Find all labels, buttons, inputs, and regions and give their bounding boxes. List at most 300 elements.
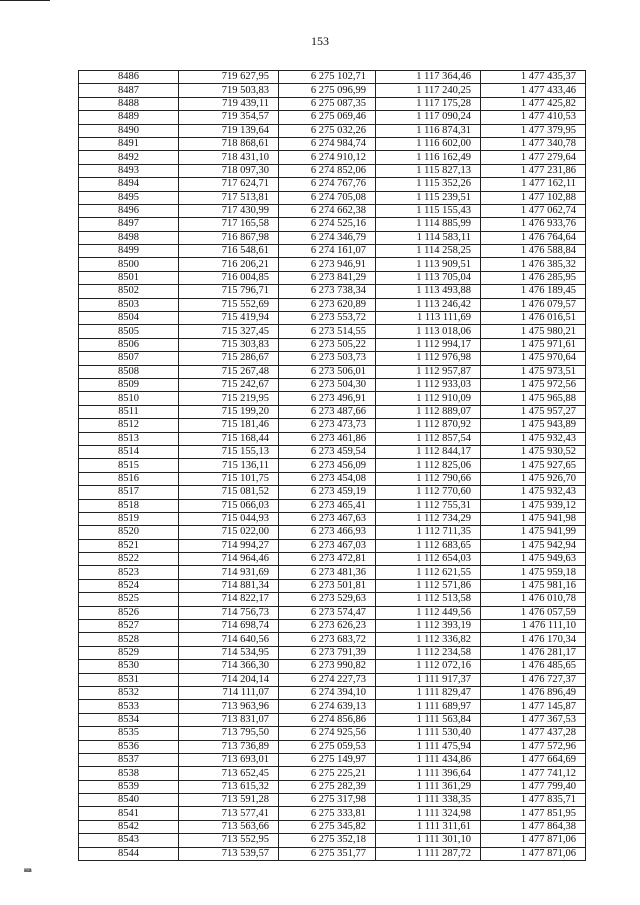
x-coordinate-cell: 713 577,41 [179,807,279,820]
x2-coordinate-cell: 1 111 917,37 [376,673,481,686]
x-coordinate-cell: 713 591,28 [179,794,279,807]
x2-coordinate-cell: 1 112 734,29 [376,512,481,525]
x-coordinate-cell: 716 548,61 [179,245,279,258]
point-number-cell: 8544 [79,847,179,860]
x-coordinate-cell: 719 627,95 [179,71,279,84]
point-number-cell: 8538 [79,767,179,780]
table-row [79,633,586,646]
table-row [79,579,586,592]
x-coordinate-cell: 714 640,56 [179,633,279,646]
x2-coordinate-cell: 1 111 829,47 [376,686,481,699]
table-row [79,459,586,472]
table-row [79,204,586,217]
table-row [79,218,586,231]
x-coordinate-cell: 714 111,07 [179,686,279,699]
y2-coordinate-cell: 1 476 588,84 [481,245,586,258]
x-coordinate-cell: 716 004,85 [179,271,279,284]
x-coordinate-cell: 714 204,14 [179,673,279,686]
x-coordinate-cell: 715 181,46 [179,419,279,432]
table-row [79,499,586,512]
point-number-cell: 8498 [79,231,179,244]
x2-coordinate-cell: 1 111 689,97 [376,700,481,713]
x-coordinate-cell: 718 868,61 [179,137,279,150]
x2-coordinate-cell: 1 111 361,29 [376,780,481,793]
x2-coordinate-cell: 1 112 336,82 [376,633,481,646]
y2-coordinate-cell: 1 477 162,11 [481,178,586,191]
x2-coordinate-cell: 1 114 583,11 [376,231,481,244]
y-coordinate-cell: 6 275 317,98 [279,794,376,807]
table-row [79,686,586,699]
point-number-cell: 8520 [79,526,179,539]
x2-coordinate-cell: 1 112 994,17 [376,338,481,351]
table-row [79,486,586,499]
table-row [79,137,586,150]
x2-coordinate-cell: 1 111 287,72 [376,847,481,860]
y-coordinate-cell: 6 275 032,26 [279,124,376,137]
table-row [79,338,586,351]
x-coordinate-cell: 713 693,01 [179,753,279,766]
y-coordinate-cell: 6 274 662,38 [279,204,376,217]
x-coordinate-cell: 716 206,21 [179,258,279,271]
y-coordinate-cell: 6 274 910,12 [279,151,376,164]
x2-coordinate-cell: 1 117 090,24 [376,111,481,124]
x2-coordinate-cell: 1 112 683,65 [376,539,481,552]
table-row [79,298,586,311]
y-coordinate-cell: 6 275 333,81 [279,807,376,820]
x-coordinate-cell: 715 136,11 [179,459,279,472]
table-row [79,834,586,847]
point-number-cell: 8524 [79,579,179,592]
y-coordinate-cell: 6 274 346,79 [279,231,376,244]
table-row [79,231,586,244]
x2-coordinate-cell: 1 112 770,60 [376,486,481,499]
y-coordinate-cell: 6 273 465,41 [279,499,376,512]
y2-coordinate-cell: 1 476 727,37 [481,673,586,686]
table-row [79,432,586,445]
y2-coordinate-cell: 1 477 664,69 [481,753,586,766]
point-number-cell: 8500 [79,258,179,271]
table-row [79,111,586,124]
y2-coordinate-cell: 1 475 981,16 [481,579,586,592]
y2-coordinate-cell: 1 476 385,32 [481,258,586,271]
x-coordinate-cell: 714 994,27 [179,539,279,552]
x2-coordinate-cell: 1 113 705,04 [376,271,481,284]
point-number-cell: 8501 [79,271,179,284]
x-coordinate-cell: 715 242,67 [179,378,279,391]
x2-coordinate-cell: 1 115 827,13 [376,164,481,177]
point-number-cell: 8533 [79,700,179,713]
y-coordinate-cell: 6 275 225,21 [279,767,376,780]
x-coordinate-cell: 715 796,71 [179,285,279,298]
x2-coordinate-cell: 1 112 857,54 [376,432,481,445]
y-coordinate-cell: 6 273 496,91 [279,392,376,405]
table-row [79,271,586,284]
x-coordinate-cell: 713 736,89 [179,740,279,753]
y2-coordinate-cell: 1 475 970,64 [481,352,586,365]
point-number-cell: 8530 [79,660,179,673]
x-coordinate-cell: 715 101,75 [179,472,279,485]
x-coordinate-cell: 714 366,30 [179,660,279,673]
y-coordinate-cell: 6 273 487,66 [279,405,376,418]
table-row [79,740,586,753]
table-row [79,378,586,391]
y2-coordinate-cell: 1 475 941,98 [481,512,586,525]
point-number-cell: 8493 [79,164,179,177]
x-coordinate-cell: 714 964,46 [179,553,279,566]
x-coordinate-cell: 713 652,45 [179,767,279,780]
y-coordinate-cell: 6 273 738,34 [279,285,376,298]
x-coordinate-cell: 715 419,94 [179,312,279,325]
y2-coordinate-cell: 1 476 170,34 [481,633,586,646]
y2-coordinate-cell: 1 475 957,27 [481,405,586,418]
x2-coordinate-cell: 1 112 790,66 [376,472,481,485]
point-number-cell: 8505 [79,325,179,338]
table-row [79,164,586,177]
y-coordinate-cell: 6 273 459,54 [279,445,376,458]
x-coordinate-cell: 713 831,07 [179,713,279,726]
y-coordinate-cell: 6 274 852,06 [279,164,376,177]
y-coordinate-cell: 6 275 345,82 [279,820,376,833]
x2-coordinate-cell: 1 115 155,43 [376,204,481,217]
x2-coordinate-cell: 1 111 475,94 [376,740,481,753]
y2-coordinate-cell: 1 475 926,70 [481,472,586,485]
x2-coordinate-cell: 1 112 889,07 [376,405,481,418]
x2-coordinate-cell: 1 112 976,98 [376,352,481,365]
point-number-cell: 8541 [79,807,179,820]
y2-coordinate-cell: 1 475 965,88 [481,392,586,405]
x-coordinate-cell: 715 303,83 [179,338,279,351]
point-number-cell: 8535 [79,727,179,740]
y-coordinate-cell: 6 273 505,22 [279,338,376,351]
y-coordinate-cell: 6 273 454,08 [279,472,376,485]
point-number-cell: 8528 [79,633,179,646]
x-coordinate-cell: 715 267,48 [179,365,279,378]
table-row [79,847,586,860]
x-coordinate-cell: 715 022,00 [179,526,279,539]
y2-coordinate-cell: 1 475 949,63 [481,553,586,566]
x2-coordinate-cell: 1 116 602,00 [376,137,481,150]
point-number-cell: 8522 [79,553,179,566]
y2-coordinate-cell: 1 476 010,78 [481,593,586,606]
point-number-cell: 8532 [79,686,179,699]
point-number-cell: 8514 [79,445,179,458]
table-row [79,539,586,552]
table-row [79,526,586,539]
y-coordinate-cell: 6 275 102,71 [279,71,376,84]
table-row [79,191,586,204]
table-row [79,727,586,740]
point-number-cell: 8536 [79,740,179,753]
page-number: 153 [311,34,329,48]
point-number-cell: 8513 [79,432,179,445]
point-number-cell: 8543 [79,834,179,847]
x2-coordinate-cell: 1 113 018,06 [376,325,481,338]
x2-coordinate-cell: 1 112 513,58 [376,593,481,606]
y-coordinate-cell: 6 273 626,23 [279,620,376,633]
y-coordinate-cell: 6 275 282,39 [279,780,376,793]
x2-coordinate-cell: 1 112 234,58 [376,646,481,659]
x-coordinate-cell: 713 963,96 [179,700,279,713]
y-coordinate-cell: 6 273 481,36 [279,566,376,579]
point-number-cell: 8490 [79,124,179,137]
y2-coordinate-cell: 1 477 425,82 [481,97,586,110]
point-number-cell: 8518 [79,499,179,512]
y-coordinate-cell: 6 274 394,10 [279,686,376,699]
point-number-cell: 8519 [79,512,179,525]
table-row [79,780,586,793]
table-row [79,285,586,298]
point-number-cell: 8504 [79,312,179,325]
table-row [79,151,586,164]
y2-coordinate-cell: 1 475 973,51 [481,365,586,378]
y2-coordinate-cell: 1 477 279,64 [481,151,586,164]
y2-coordinate-cell: 1 477 102,88 [481,191,586,204]
point-number-cell: 8510 [79,392,179,405]
point-number-cell: 8516 [79,472,179,485]
table-row [79,405,586,418]
x2-coordinate-cell: 1 116 162,49 [376,151,481,164]
y2-coordinate-cell: 1 475 932,43 [481,432,586,445]
y2-coordinate-cell: 1 477 367,53 [481,713,586,726]
y-coordinate-cell: 6 273 503,73 [279,352,376,365]
x2-coordinate-cell: 1 111 563,84 [376,713,481,726]
y-coordinate-cell: 6 273 529,63 [279,593,376,606]
table-row [79,124,586,137]
x2-coordinate-cell: 1 113 246,42 [376,298,481,311]
y-coordinate-cell: 6 274 984,74 [279,137,376,150]
y2-coordinate-cell: 1 477 437,28 [481,727,586,740]
x2-coordinate-cell: 1 113 111,69 [376,312,481,325]
table-row [79,606,586,619]
y2-coordinate-cell: 1 475 959,18 [481,566,586,579]
x-coordinate-cell: 715 327,45 [179,325,279,338]
y2-coordinate-cell: 1 476 057,59 [481,606,586,619]
y-coordinate-cell: 6 273 459,19 [279,486,376,499]
x-coordinate-cell: 713 795,50 [179,727,279,740]
y2-coordinate-cell: 1 476 285,95 [481,271,586,284]
x-coordinate-cell: 717 430,99 [179,204,279,217]
point-number-cell: 8487 [79,84,179,97]
x-coordinate-cell: 714 881,34 [179,579,279,592]
point-number-cell: 8534 [79,713,179,726]
y2-coordinate-cell: 1 475 939,12 [481,499,586,512]
table-row [79,97,586,110]
table-row [79,593,586,606]
x2-coordinate-cell: 1 112 621,55 [376,566,481,579]
x-coordinate-cell: 716 867,98 [179,231,279,244]
x-coordinate-cell: 714 931,69 [179,566,279,579]
x-coordinate-cell: 715 219,95 [179,392,279,405]
y-coordinate-cell: 6 273 791,39 [279,646,376,659]
y2-coordinate-cell: 1 476 189,45 [481,285,586,298]
y-coordinate-cell: 6 275 149,97 [279,753,376,766]
y2-coordinate-cell: 1 477 340,78 [481,137,586,150]
x-coordinate-cell: 713 615,32 [179,780,279,793]
x2-coordinate-cell: 1 111 301,10 [376,834,481,847]
table-row [79,258,586,271]
y-coordinate-cell: 6 273 990,82 [279,660,376,673]
y2-coordinate-cell: 1 477 435,37 [481,71,586,84]
x2-coordinate-cell: 1 111 338,35 [376,794,481,807]
x2-coordinate-cell: 1 112 072,16 [376,660,481,673]
point-number-cell: 8506 [79,338,179,351]
table-row [79,700,586,713]
x-coordinate-cell: 713 563,66 [179,820,279,833]
x2-coordinate-cell: 1 112 870,92 [376,419,481,432]
y2-coordinate-cell: 1 476 896,49 [481,686,586,699]
table-row [79,807,586,820]
y2-coordinate-cell: 1 477 231,86 [481,164,586,177]
x2-coordinate-cell: 1 117 240,25 [376,84,481,97]
x-coordinate-cell: 715 155,13 [179,445,279,458]
x-coordinate-cell: 719 503,83 [179,84,279,97]
y-coordinate-cell: 6 275 069,46 [279,111,376,124]
point-number-cell: 8489 [79,111,179,124]
point-number-cell: 8511 [79,405,179,418]
y-coordinate-cell: 6 273 620,89 [279,298,376,311]
y-coordinate-cell: 6 273 946,91 [279,258,376,271]
point-number-cell: 8512 [79,419,179,432]
x2-coordinate-cell: 1 111 311,61 [376,820,481,833]
table-row [79,352,586,365]
y-coordinate-cell: 6 273 504,30 [279,378,376,391]
x-coordinate-cell: 715 286,67 [179,352,279,365]
x2-coordinate-cell: 1 117 364,46 [376,71,481,84]
y2-coordinate-cell: 1 475 972,56 [481,378,586,391]
point-number-cell: 8507 [79,352,179,365]
y-coordinate-cell: 6 273 472,81 [279,553,376,566]
table-row [79,553,586,566]
table-row [79,673,586,686]
x-coordinate-cell: 714 756,73 [179,606,279,619]
x-coordinate-cell: 718 097,30 [179,164,279,177]
y2-coordinate-cell: 1 476 281,17 [481,646,586,659]
x-coordinate-cell: 719 354,57 [179,111,279,124]
x-coordinate-cell: 715 168,44 [179,432,279,445]
y2-coordinate-cell: 1 475 943,89 [481,419,586,432]
x-coordinate-cell: 714 698,74 [179,620,279,633]
x2-coordinate-cell: 1 112 825,06 [376,459,481,472]
table-row [79,365,586,378]
table-row [79,445,586,458]
coordinates-table [78,70,586,861]
x2-coordinate-cell: 1 112 844,17 [376,445,481,458]
table-row [79,767,586,780]
x-coordinate-cell: 719 439,11 [179,97,279,110]
x-coordinate-cell: 715 066,03 [179,499,279,512]
x-coordinate-cell: 717 513,81 [179,191,279,204]
x2-coordinate-cell: 1 111 396,64 [376,767,481,780]
point-number-cell: 8502 [79,285,179,298]
point-number-cell: 8495 [79,191,179,204]
point-number-cell: 8531 [79,673,179,686]
table-row [79,713,586,726]
table-row [79,620,586,633]
table-row [79,794,586,807]
x2-coordinate-cell: 1 114 258,25 [376,245,481,258]
y2-coordinate-cell: 1 476 933,76 [481,218,586,231]
y-coordinate-cell: 6 275 087,35 [279,97,376,110]
point-number-cell: 8539 [79,780,179,793]
y2-coordinate-cell: 1 477 062,74 [481,204,586,217]
y2-coordinate-cell: 1 477 871,06 [481,834,586,847]
table-row [79,245,586,258]
y2-coordinate-cell: 1 476 079,57 [481,298,586,311]
y2-coordinate-cell: 1 475 942,94 [481,539,586,552]
x-coordinate-cell: 715 199,20 [179,405,279,418]
y-coordinate-cell: 6 274 705,08 [279,191,376,204]
table-row [79,646,586,659]
footer-mark: нв [24,866,32,874]
point-number-cell: 8542 [79,820,179,833]
y-coordinate-cell: 6 273 467,03 [279,539,376,552]
y2-coordinate-cell: 1 477 871,06 [481,847,586,860]
point-number-cell: 8540 [79,794,179,807]
x2-coordinate-cell: 1 112 449,56 [376,606,481,619]
point-number-cell: 8491 [79,137,179,150]
table-row [79,753,586,766]
y-coordinate-cell: 6 275 351,77 [279,847,376,860]
point-number-cell: 8488 [79,97,179,110]
x-coordinate-cell: 714 534,95 [179,646,279,659]
y-coordinate-cell: 6 273 841,29 [279,271,376,284]
x-coordinate-cell: 713 552,95 [179,834,279,847]
y2-coordinate-cell: 1 475 932,43 [481,486,586,499]
table-row [79,71,586,84]
point-number-cell: 8508 [79,365,179,378]
table-row [79,419,586,432]
y-coordinate-cell: 6 273 683,72 [279,633,376,646]
y2-coordinate-cell: 1 477 572,96 [481,740,586,753]
point-number-cell: 8499 [79,245,179,258]
point-number-cell: 8515 [79,459,179,472]
top-rule [0,0,50,1]
y2-coordinate-cell: 1 477 145,87 [481,700,586,713]
table-row [79,84,586,97]
point-number-cell: 8494 [79,178,179,191]
y2-coordinate-cell: 1 476 016,51 [481,312,586,325]
y2-coordinate-cell: 1 475 927,65 [481,459,586,472]
x-coordinate-cell: 719 139,64 [179,124,279,137]
y2-coordinate-cell: 1 477 410,53 [481,111,586,124]
x2-coordinate-cell: 1 111 530,40 [376,727,481,740]
y-coordinate-cell: 6 273 514,55 [279,325,376,338]
table-row [79,312,586,325]
x2-coordinate-cell: 1 115 239,51 [376,191,481,204]
table-body [79,71,586,861]
table-row [79,512,586,525]
y2-coordinate-cell: 1 477 835,71 [481,794,586,807]
y2-coordinate-cell: 1 475 941,99 [481,526,586,539]
y2-coordinate-cell: 1 475 980,21 [481,325,586,338]
point-number-cell: 8526 [79,606,179,619]
y-coordinate-cell: 6 274 767,76 [279,178,376,191]
y-coordinate-cell: 6 274 925,56 [279,727,376,740]
x2-coordinate-cell: 1 111 434,86 [376,753,481,766]
table-row [79,325,586,338]
x2-coordinate-cell: 1 112 933,03 [376,378,481,391]
point-number-cell: 8496 [79,204,179,217]
y-coordinate-cell: 6 273 456,09 [279,459,376,472]
point-number-cell: 8486 [79,71,179,84]
y-coordinate-cell: 6 275 059,53 [279,740,376,753]
point-number-cell: 8492 [79,151,179,164]
table-row [79,820,586,833]
y-coordinate-cell: 6 274 227,73 [279,673,376,686]
x2-coordinate-cell: 1 112 654,03 [376,553,481,566]
point-number-cell: 8517 [79,486,179,499]
y-coordinate-cell: 6 273 473,73 [279,419,376,432]
